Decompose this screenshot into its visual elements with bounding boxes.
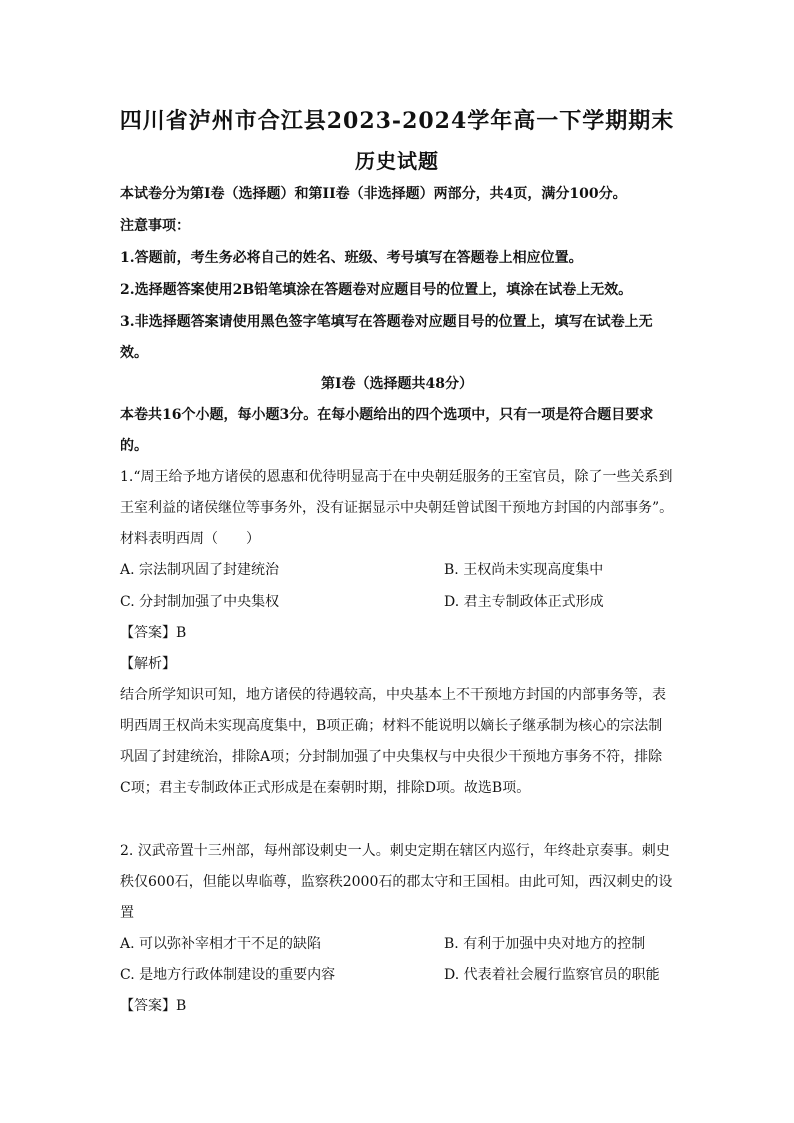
question-2-text-2: 秩仅600石，但能以卑临尊，监察秩2000石的郡太守和王国相。由此可知，西汉刺史的设 (120, 874, 673, 890)
intro-paragraph: 本试卷分为第I卷（选择题）和第II卷（非选择题）两部分，共4页，满分100分。 (120, 186, 627, 202)
question-1-analysis-label: 【解析】 (120, 656, 176, 672)
section-description-cont: 的。 (120, 438, 148, 454)
question-1-text: 1.“周王给予地方诸侯的恩惠和优待明显高于在中央朝廷服务的王室官员，除了一些关系到 (120, 469, 673, 485)
notice-item-2: 2.选择题答案使用2B铅笔填涂在答题卷对应题目号的位置上，填涂在试卷上无效。 (120, 282, 633, 298)
question-2-answer: 【答案】B (120, 998, 187, 1014)
question-1-option-c: C. 分封制加强了中央集权 (120, 594, 280, 610)
notice-heading: 注意事项： (120, 218, 190, 234)
question-1-answer: 【答案】B (120, 625, 187, 641)
question-1-analysis-3: 巩固了封建统治，排除A项；分封制加强了中央集权与中央很少干预地方事务不符，排除 (120, 749, 663, 765)
section-title: 第I卷（选择题共48分） (320, 376, 474, 392)
notice-item-3: 3.非选择题答案请使用黑色签字笔填写在答题卷对应题目号的位置上，填写在试卷上无 (120, 314, 653, 330)
question-1-analysis-1: 结合所学知识可知，地方诸侯的待遇较高，中央基本上不干预地方封国的内部事务等，表 (120, 687, 666, 703)
question-2-text-3: 置 (120, 905, 134, 921)
question-1-option-d: D. 君主专制政体正式形成 (444, 594, 604, 610)
question-2-option-d: D. 代表着社会履行监察官员的职能 (444, 967, 660, 983)
notice-item-3-cont: 效。 (120, 345, 148, 361)
question-2-option-c: C. 是地方行政体制建设的重要内容 (120, 967, 336, 983)
question-2-option-b: B. 有利于加强中央对地方的控制 (444, 936, 646, 952)
question-1-text-3: 材料表明西周（ ） (120, 531, 260, 547)
document-subtitle: 历史试题 (355, 149, 439, 173)
question-1-option-a: A. 宗法制巩固了封建统治 (120, 562, 280, 578)
notice-item-1: 1.答题前，考生务必将自己的姓名、班级、考号填写在答题卷上相应位置。 (120, 250, 583, 266)
question-1-text-2: 王室利益的诸侯继位等事务外，没有证据显示中央朝廷曾试图干预地方封国的内部事务”。 (120, 500, 674, 516)
question-1-analysis-4: C项；君主专制政体正式形成是在秦朝时期，排除D项。故选B项。 (120, 780, 531, 796)
question-2-option-a: A. 可以弥补宰相才干不足的缺陷 (120, 936, 322, 952)
section-description: 本卷共16个小题，每小题3分。在每小题给出的四个选项中，只有一项是符合题目要求 (120, 407, 654, 423)
question-2-text: 2. 汉武帝置十三州部，每州部设刺史一人。刺史定期在辖区内巡行，年终赴京奏事。刺史 (120, 843, 670, 859)
question-1-option-b: B. 王权尚未实现高度集中 (444, 562, 604, 578)
question-1-analysis-2: 明西周王权尚未实现高度集中，B项正确；材料不能说明以嫡长子继承制为核心的宗法制 (120, 718, 663, 734)
document-title: 四川省泸州市合江县2023-2024学年高一下学期期末 (119, 108, 675, 134)
